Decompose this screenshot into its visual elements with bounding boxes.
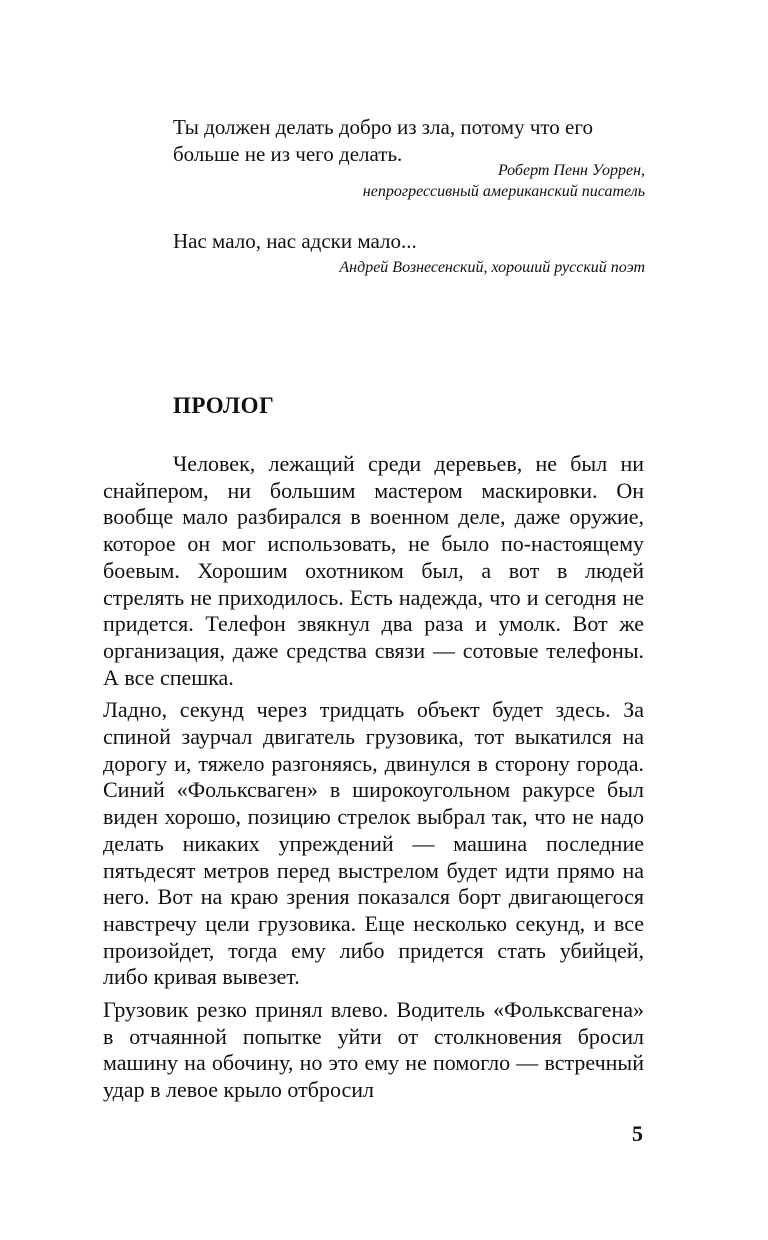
body-text — [103, 451, 644, 1104]
paragraph: Человек, лежащий среди деревьев, не был ни снайпером, ни большим мастером маскировки. Он вообще мало разбирался в военном деле, даже оружие, которое он мог использовать, не было по-настоящему боевым. Хорошим охотником был, а вот в людей стрелять не приходилось. Есть надежда, что и сегодня не придется. Телефон звякнул два раза и умолк. Вот же организация, даже средства связи — сотовые телефоны. А все спешка. — [103, 451, 644, 690]
epigraph-attribution: Андрей Вознесенский, хороший русский поэт — [339, 259, 645, 276]
epigraph-warren — [173, 114, 645, 202]
paragraph: Грузовик резко принял влево. Водитель «Фольксвагена» в отчаянной попытке уйти от столкновения бросил машину на обочину, но это ему не помогло — встречный удар в левое крыло отбросил — [103, 997, 644, 1103]
chapter-title: ПРОЛОГ — [173, 393, 275, 418]
attribution-line-2: непрогрессивный американский писатель — [362, 183, 645, 200]
epigraph-voznesensky — [173, 228, 645, 278]
epigraph-text: Нас мало, нас адски мало... — [173, 229, 417, 253]
epigraph-text: Ты должен делать добро из зла, потому что его больше не из чего делать. — [173, 115, 593, 166]
attribution-line-1: Роберт Пенн Уоррен, — [497, 162, 645, 179]
paragraph: Ладно, секунд через тридцать объект будет здесь. За спиной заурчал двигатель грузовика, тот выкатился на дорогу и, тяжело разгоняясь, двинулся в сторону города. Синий «Фольксваген» в широкоугольном ракурсе был виден хорошо, позицию стрелок выбрал так, что не надо делать никаких упреждений — машина последние пятьдесят метров перед выстрелом будет идти прямо на него. Вот на краю зрения показался борт двигающегося навстречу цели грузовика. Еще несколько секунд, и все произойдет, тогда ему либо придется стать убийцей, либо кривая вывезет. — [103, 697, 644, 990]
page-number: 5 — [632, 1121, 643, 1146]
